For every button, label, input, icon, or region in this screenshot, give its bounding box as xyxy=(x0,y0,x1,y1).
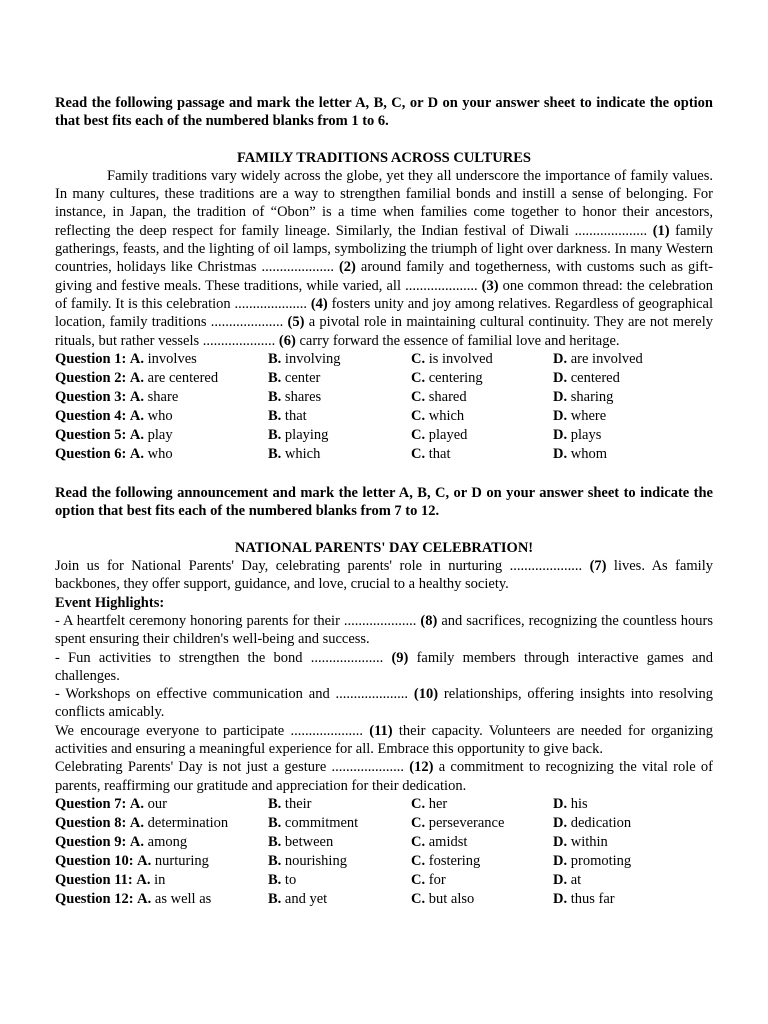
option-letter: B. xyxy=(268,388,282,405)
option-text: sharing xyxy=(570,388,614,405)
passage-text: one common thread: the celebration of family. It is this celebration .................... xyxy=(55,277,713,312)
question-label: Question 7: xyxy=(55,795,127,812)
option-text: in xyxy=(154,872,166,889)
option-d xyxy=(553,445,713,464)
option-d xyxy=(553,407,713,426)
option-text: her xyxy=(428,795,448,812)
option-letter: D. xyxy=(553,853,568,870)
blank-6: (6) xyxy=(278,332,296,349)
highlight-ceremony xyxy=(55,612,713,649)
highlight-text: relationships, offering insights into resolving conflicts amicably. xyxy=(55,686,713,721)
option-a xyxy=(55,407,268,426)
blank-1: (1) xyxy=(652,222,670,239)
blank-12: (12) xyxy=(409,759,434,776)
option-c xyxy=(411,407,553,426)
question-row xyxy=(55,795,713,814)
question-label: Question 12: xyxy=(55,891,134,908)
option-text: are centered xyxy=(147,369,219,386)
option-text: which xyxy=(428,408,465,424)
option-text: that xyxy=(428,446,451,463)
question-row xyxy=(55,369,713,388)
option-c xyxy=(411,833,553,852)
option-letter: C. xyxy=(411,833,426,850)
option-c xyxy=(411,871,553,890)
highlight-text: - Workshops on effective communication and .................... xyxy=(55,686,414,703)
option-letter: B. xyxy=(268,795,282,812)
option-text: promoting xyxy=(570,853,632,870)
option-text: determination xyxy=(147,814,229,831)
question-row xyxy=(55,350,713,369)
option-text: shared xyxy=(428,388,467,405)
option-letter: D. xyxy=(553,427,568,444)
option-text: play xyxy=(147,427,173,444)
highlights-heading: Event Highlights: xyxy=(55,594,165,611)
option-text: for xyxy=(428,872,446,889)
question-row xyxy=(55,388,713,407)
option-text: involves xyxy=(147,350,197,367)
option-letter: A. xyxy=(129,446,145,463)
option-b xyxy=(268,833,411,852)
highlight-workshops xyxy=(55,685,713,722)
option-b xyxy=(268,426,411,445)
option-text: involving xyxy=(284,350,341,367)
option-letter: C. xyxy=(411,408,426,424)
option-letter: D. xyxy=(553,446,568,463)
question-row xyxy=(55,814,713,833)
option-text: as well as xyxy=(154,891,212,908)
option-letter: B. xyxy=(268,408,282,424)
option-b xyxy=(268,795,411,814)
section1-title: FAMILY TRADITIONS ACROSS CULTURES xyxy=(237,149,531,166)
option-letter: A. xyxy=(129,833,145,850)
option-b xyxy=(268,388,411,407)
section2-title: NATIONAL PARENTS' DAY CELEBRATION! xyxy=(234,539,534,556)
option-a xyxy=(55,852,268,871)
option-text: at xyxy=(570,872,582,889)
option-letter: A. xyxy=(137,853,152,870)
option-letter: C. xyxy=(411,814,426,831)
option-text: commitment xyxy=(284,814,359,831)
option-text: their xyxy=(284,795,312,812)
option-letter: C. xyxy=(411,388,426,405)
option-text: are involved xyxy=(570,350,643,367)
option-text: is involved xyxy=(428,350,493,367)
option-letter: D. xyxy=(553,872,568,889)
highlight-text: family members through interactive games and challenges. xyxy=(55,649,713,684)
option-letter: B. xyxy=(268,853,282,870)
option-d xyxy=(553,814,713,833)
option-text: his xyxy=(570,795,588,812)
blank-2: (2) xyxy=(338,259,356,276)
option-letter: A. xyxy=(129,369,145,386)
question-label: Question 2: xyxy=(55,369,127,386)
question-row xyxy=(55,833,713,852)
option-text: between xyxy=(284,833,334,850)
option-text: fostering xyxy=(428,853,481,870)
option-b xyxy=(268,369,411,388)
highlight-text: - Fun activities to strengthen the bond .................... xyxy=(55,649,392,666)
option-text: nurturing xyxy=(154,853,209,870)
option-a xyxy=(55,795,268,814)
option-letter: B. xyxy=(268,833,282,850)
option-text: dedication xyxy=(570,814,632,831)
option-letter: D. xyxy=(553,891,568,908)
section2-instruction: Read the following announcement and mark the letter A, B, C, or D on your answer sheet to indicate the option that best fits each of the numbered blanks from 7 to 12. xyxy=(55,485,713,520)
option-letter: B. xyxy=(268,872,282,889)
option-letter: A. xyxy=(129,408,145,424)
option-text: center xyxy=(284,369,321,386)
option-a xyxy=(55,369,268,388)
intro-text: Join us for National Parents' Day, celebrating parents' role in nurturing .................... xyxy=(55,558,590,575)
option-letter: B. xyxy=(268,369,282,386)
option-letter: B. xyxy=(268,814,282,831)
option-text: who xyxy=(147,446,173,463)
blank-3: (3) xyxy=(481,277,499,294)
option-text: where xyxy=(570,408,607,424)
question-label: Question 8: xyxy=(55,814,127,831)
intro-text: lives. As family backbones, they offer support, guidance, and love, crucial to a healthy society. xyxy=(55,558,713,593)
option-b xyxy=(268,350,411,369)
paragraph-text: a commitment to recognizing the vital role of parents, reaffirming our gratitude and appreciation for their dedication. xyxy=(55,759,713,794)
option-a xyxy=(55,350,268,369)
option-a xyxy=(55,445,268,464)
question-label: Question 10: xyxy=(55,853,134,870)
option-text: perseverance xyxy=(428,814,505,831)
option-text: plays xyxy=(570,427,602,444)
option-b xyxy=(268,814,411,833)
passage-text: family gatherings, feasts, and the lighting of oil lamps, symbolizing the triumph of light over darkness. In many Western countries, holidays like Christmas .................... xyxy=(55,222,714,276)
blank-5: (5) xyxy=(287,314,305,331)
option-b xyxy=(268,871,411,890)
announcement-intro xyxy=(55,557,713,594)
option-letter: A. xyxy=(129,795,145,812)
option-letter: A. xyxy=(129,427,145,444)
question-row xyxy=(55,445,713,464)
option-text: our xyxy=(147,795,167,812)
section1-questions xyxy=(55,350,713,464)
option-text: centered xyxy=(570,369,620,386)
option-letter: D. xyxy=(553,350,568,367)
section1-passage xyxy=(55,167,713,350)
passage-text: fosters unity and joy among relatives. Regardless of geographical location, family traditions .................... xyxy=(55,295,713,331)
question-label: Question 3: xyxy=(55,388,127,405)
passage-text: around family and togetherness, with customs such as gift-giving and festive meals. These traditions, while varied, all .................... xyxy=(55,259,713,294)
option-b xyxy=(268,407,411,426)
option-letter: D. xyxy=(553,795,568,812)
option-letter: C. xyxy=(411,369,426,386)
option-d xyxy=(553,369,713,388)
option-b xyxy=(268,445,411,464)
gesture-paragraph xyxy=(55,758,713,795)
option-a xyxy=(55,833,268,852)
question-row xyxy=(55,407,713,426)
blank-7: (7) xyxy=(589,558,607,575)
option-c xyxy=(411,388,553,407)
option-a xyxy=(55,814,268,833)
option-d xyxy=(553,350,713,369)
question-row xyxy=(55,426,713,445)
question-row xyxy=(55,890,713,909)
option-text: played xyxy=(428,427,468,444)
option-letter: C. xyxy=(411,872,426,889)
option-c xyxy=(411,795,553,814)
question-label: Question 5: xyxy=(55,427,127,444)
option-letter: C. xyxy=(411,427,426,444)
option-text: who xyxy=(147,408,173,424)
question-label: Question 4: xyxy=(55,408,127,424)
question-row xyxy=(55,871,713,890)
document-page xyxy=(55,94,713,909)
option-d xyxy=(553,890,713,909)
option-c xyxy=(411,426,553,445)
option-a xyxy=(55,890,268,909)
paragraph-text: Celebrating Parents' Day is not just a gesture .................... xyxy=(55,759,410,776)
option-letter: D. xyxy=(553,388,568,405)
option-a xyxy=(55,426,268,445)
option-letter: A. xyxy=(136,872,151,889)
blank-11: (11) xyxy=(369,722,393,739)
option-letter: C. xyxy=(411,853,426,870)
option-a xyxy=(55,871,268,890)
option-letter: B. xyxy=(268,446,282,463)
blank-10: (10) xyxy=(413,686,439,703)
question-label: Question 1: xyxy=(55,350,127,367)
option-d xyxy=(553,388,713,407)
option-letter: C. xyxy=(411,795,426,812)
option-b xyxy=(268,890,411,909)
option-d xyxy=(553,852,713,871)
option-letter: C. xyxy=(411,350,426,367)
blank-4: (4) xyxy=(310,295,328,312)
paragraph-text: their capacity. Volunteers are needed for organizing activities and ensuring a meaningful experience for all. Embrace this opportunity to give back. xyxy=(55,722,713,757)
option-text: to xyxy=(284,872,297,889)
participate-paragraph xyxy=(55,722,713,759)
option-letter: D. xyxy=(553,408,568,424)
option-text: centering xyxy=(428,369,483,386)
question-label: Question 6: xyxy=(55,446,127,463)
option-d xyxy=(553,426,713,445)
option-text: share xyxy=(147,388,179,405)
option-text: whom xyxy=(570,446,607,463)
option-letter: D. xyxy=(553,833,568,850)
option-text: that xyxy=(284,408,307,424)
option-text: but also xyxy=(428,891,475,908)
option-letter: B. xyxy=(268,427,282,444)
blank-8: (8) xyxy=(420,612,438,629)
question-row xyxy=(55,852,713,871)
passage-text: a pivotal role in maintaining cultural continuity. They are not merely rituals, but rather vessels .................... xyxy=(55,314,713,349)
option-c xyxy=(411,445,553,464)
option-text: playing xyxy=(284,427,329,444)
section1-instruction: Read the following passage and mark the letter A, B, C, or D on your answer sheet to indicate the option that best fits each of the numbered blanks from 1 to 6. xyxy=(55,95,713,130)
blank-9: (9) xyxy=(391,649,409,666)
option-letter: B. xyxy=(268,350,282,367)
option-text: nourishing xyxy=(284,853,347,870)
option-letter: A. xyxy=(129,388,145,405)
option-letter: A. xyxy=(129,814,145,831)
highlight-text: - A heartfelt ceremony honoring parents for their .................... xyxy=(55,612,421,629)
option-letter: D. xyxy=(553,814,568,831)
option-letter: C. xyxy=(411,891,426,908)
passage-text: Family traditions vary widely across the globe, yet they all underscore the importance of family values. In many cultures, these traditions are a way to strengthen familial bonds and instill a sense of belonging. For instance, in Japan, the tradition of “Obon” is a time when families come together to honor their ancestors, reflecting the deep respect for family lineage. Similarly, the Indian festival of Diwali .................... xyxy=(55,167,713,239)
question-label: Question 9: xyxy=(55,833,127,850)
option-d xyxy=(553,871,713,890)
paragraph-text: We encourage everyone to participate .................... xyxy=(55,722,370,739)
option-letter: B. xyxy=(268,891,282,908)
option-text: which xyxy=(284,446,321,463)
option-text: thus far xyxy=(570,891,615,908)
option-b xyxy=(268,852,411,871)
option-text: shares xyxy=(284,388,322,405)
option-letter: D. xyxy=(553,369,568,386)
highlight-text: and sacrifices, recognizing the countless hours spent ensuring their children's well-being and success. xyxy=(55,612,713,648)
option-letter: C. xyxy=(411,446,426,463)
option-letter: A. xyxy=(129,350,145,367)
option-d xyxy=(553,795,713,814)
option-c xyxy=(411,814,553,833)
option-c xyxy=(411,369,553,388)
option-text: within xyxy=(570,833,608,850)
question-label: Question 11: xyxy=(55,872,133,889)
section2-questions xyxy=(55,795,713,909)
option-letter: A. xyxy=(137,891,152,908)
passage-text: carry forward the essence of familial love and heritage. xyxy=(295,332,620,349)
highlight-activities xyxy=(55,649,713,686)
option-c xyxy=(411,350,553,369)
option-c xyxy=(411,890,553,909)
option-c xyxy=(411,852,553,871)
option-a xyxy=(55,388,268,407)
option-text: and yet xyxy=(284,891,328,908)
option-text: amidst xyxy=(428,833,468,850)
option-text: among xyxy=(147,833,188,850)
option-d xyxy=(553,833,713,852)
